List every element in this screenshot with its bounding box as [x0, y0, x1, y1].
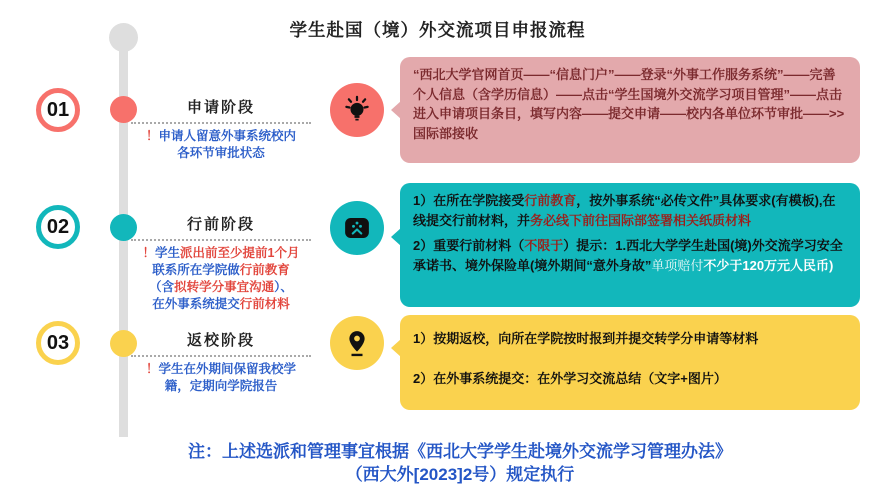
location-pin-icon — [342, 328, 372, 358]
stage1-block — [131, 96, 311, 162]
lightbulb-icon — [342, 95, 372, 125]
text-segment: ，按外事系统“必传文件”具体要求(有模板),在线提交行前材料，并 — [413, 193, 836, 228]
stage2-note — [131, 245, 311, 313]
stage2-number-badge — [36, 205, 80, 249]
text-segment: “西北大学官网首页——“信息门户”——登录“外事工作服务系统”——完善个人信息（含学历信息）——点击“学生国境外交流学习项目管理”——点击进入申请项目条目，填写内容——提交申请——校内各单位环节审批——>>国际部接收 — [413, 67, 845, 141]
text-segment: 1）按期返校，向所在学院按时报到并提交转学分申请等材料 — [413, 331, 759, 346]
text-segment: 务必线下前往国际部签署相关纸质材料 — [530, 212, 752, 228]
footer-note-line1: 注：上述选派和管理事宜根据《西北大学学生赴境外交流学习管理办法》 — [188, 442, 732, 461]
text-segment: 学生在外期间保留我校学 — [158, 362, 297, 376]
stage1-detail-bubble — [400, 57, 860, 163]
text-segment: ！ — [145, 129, 159, 143]
stage3-note-line1 — [131, 361, 311, 378]
stage2-detail-bubble — [400, 183, 860, 307]
stage1-icon-circle — [330, 83, 384, 137]
text-segment: 在外事系统提交 — [152, 297, 240, 311]
stage2-note-line4 — [131, 296, 311, 313]
text-segment: 联系所在学院做 — [152, 263, 240, 277]
stage1-bubble-text — [413, 65, 847, 143]
stage1-note — [131, 128, 311, 162]
text-segment: 申请人留意外事系统校内 — [158, 129, 297, 143]
stage3-block — [131, 329, 311, 395]
stage3-note — [131, 361, 311, 395]
text-segment: 行前材料 — [239, 297, 290, 311]
text-segment: ）、 — [274, 280, 293, 294]
stage1-number: 01 — [46, 99, 70, 121]
stage2-label: 行前阶段 — [131, 213, 311, 241]
stage2-note-line1 — [131, 245, 311, 262]
stage3-number-badge — [36, 321, 80, 365]
stage2-number: 02 — [46, 216, 70, 238]
text-segment: 不限于 — [524, 238, 564, 253]
text-segment: ）提示：1.西北大学学生赴国(境)外交流学习安全承诺书、境外保险单(境外期间“意外身故” — [413, 238, 843, 273]
stage3-number: 03 — [46, 332, 70, 354]
page-title: 学生赴国（境）外交流项目申报流程 — [289, 20, 586, 40]
stage3-label: 返校阶段 — [131, 329, 311, 357]
text-segment: 籍，定期向学院报告 — [164, 379, 278, 393]
text-segment: 行前教育 — [524, 193, 577, 208]
stage3-note-line2 — [131, 378, 311, 395]
text-segment: 拟转学分事宜沟通 — [174, 280, 275, 294]
stage2-note-line2 — [131, 262, 311, 279]
text-segment: 行前教育 — [239, 263, 290, 277]
stage3-icon-circle — [330, 316, 384, 370]
stage2-block — [131, 213, 311, 313]
text-segment: 派出前至少提前1个月 — [180, 246, 300, 260]
stage3-bubble-item1 — [413, 329, 847, 349]
stage3-bubble-item2 — [413, 369, 847, 389]
text-segment: 学生 — [155, 246, 181, 260]
text-segment: （含 — [149, 280, 175, 294]
text-segment: 2）重要行前材料（ — [413, 238, 525, 253]
bubble-tail — [391, 339, 401, 357]
stage2-bubble-item2 — [413, 236, 847, 275]
bubble-tail — [391, 101, 401, 119]
footer-note-line2: （西大外[2023]2号）规定执行 — [345, 465, 575, 484]
stage1-note-line1 — [131, 128, 311, 145]
stage2-note-line3 — [131, 279, 311, 296]
text-segment: ！ — [142, 246, 156, 260]
stage1-note-line2 — [131, 145, 311, 162]
stage1-label: 申请阶段 — [131, 96, 311, 124]
stage3-detail-bubble — [400, 315, 860, 410]
screen-share-icon — [342, 213, 372, 243]
text-segment: 各环节审批状态 — [177, 146, 265, 160]
stage2-bubble-item1 — [413, 191, 847, 230]
stage2-icon-circle — [330, 201, 384, 255]
text-segment: 1）在所在学院接受 — [413, 193, 525, 208]
text-segment: ！ — [145, 362, 159, 376]
text-segment: 不少于120万元人民币) — [703, 257, 834, 273]
text-segment: 单项赔付 — [651, 257, 704, 273]
stage1-number-badge — [36, 88, 80, 132]
footer-note — [45, 440, 875, 486]
timeline-start-node — [109, 23, 138, 52]
text-segment: 2）在外事系统提交：在外学习交流总结（文字+图片） — [413, 370, 727, 386]
bubble-tail — [391, 228, 401, 246]
